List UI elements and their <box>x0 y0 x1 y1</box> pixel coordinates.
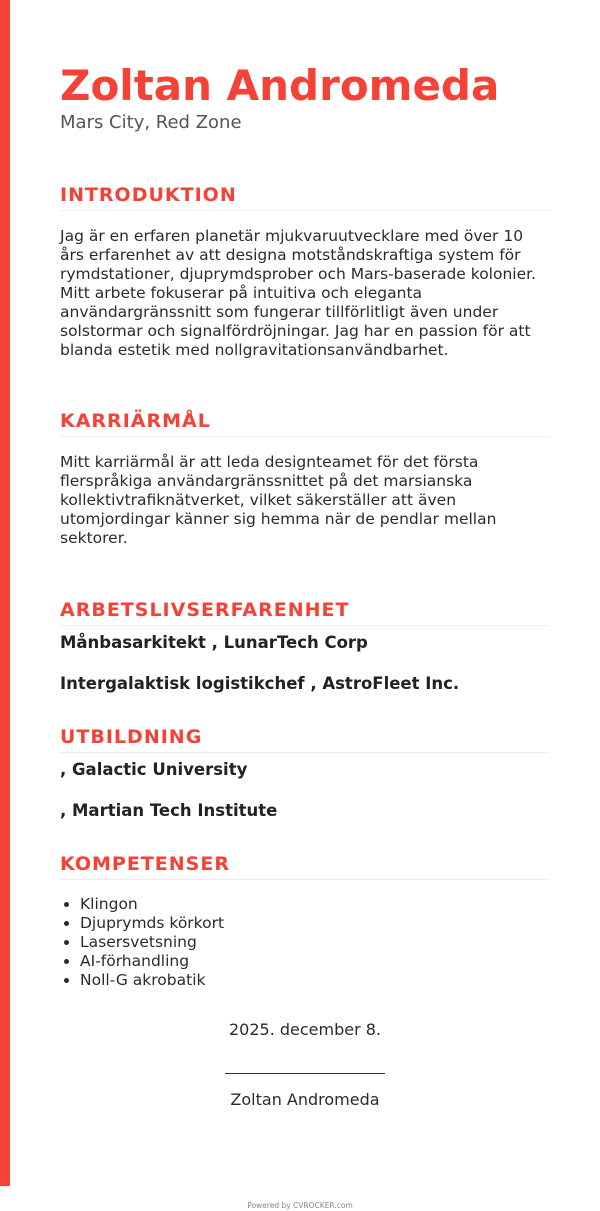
experience-entry: Månbasarkitekt , LunarTech Corp <box>60 633 368 652</box>
signature-date: 2025. december 8. <box>228 1020 382 1039</box>
introduction-text: Jag är en erfaren planetär mjukvaruutvecklare med över 10 års erfarenhet av att designa motståndskraftiga system för rymdstationer, djuprymdsprober och Mars-baserade kolonier. Mitt arbete fokuserar på intuitiva och eleganta användargränssnitt som fungerar tillförlitligt även under solstormar och signalfördröjningar. Jag har en passion för att blanda estetik med nollgravitationsanvändbarhet. <box>60 227 537 359</box>
candidate-name: Zoltan Andromeda <box>60 61 500 110</box>
experience-entry: Intergalaktisk logistikchef , AstroFleet Inc. <box>60 674 460 693</box>
section-title-experience: ARBETSLIVSERFARENHET <box>60 597 550 626</box>
signature-line <box>225 1073 385 1074</box>
education-entry: , Martian Tech Institute <box>60 801 278 820</box>
skill-item: • Djuprymds körkort <box>80 914 224 933</box>
skills-list <box>60 895 224 990</box>
section-title-skills: KOMPETENSER <box>60 851 550 880</box>
skill-item: • Klingon <box>80 895 224 914</box>
skill-item: • Noll-G akrobatik <box>80 971 224 990</box>
candidate-location: Mars City, Red Zone <box>60 112 242 133</box>
section-title-career-goal: KARRIÄRMÅL <box>60 408 550 437</box>
section-title-introduction: INTRODUKTION <box>60 182 550 211</box>
section-title-education: UTBILDNING <box>60 724 550 753</box>
footer-credit[interactable]: Powered by CVROCKER.com <box>247 1201 353 1210</box>
career-goal-text: Mitt karriärmål är att leda designteamet för det första flerspråkiga användargränssnittet på det marsianska kollektivtrafiknätverket, vilket säkerställer att även utomjordingar känner sig hemma när de pendlar mellan sektorer. <box>60 453 497 547</box>
skill-item: • Lasersvetsning <box>80 933 224 952</box>
skill-item: • AI-förhandling <box>80 952 224 971</box>
signature-name: Zoltan Andromeda <box>230 1090 380 1109</box>
accent-bar <box>0 0 10 1186</box>
education-entry: , Galactic University <box>60 760 248 779</box>
